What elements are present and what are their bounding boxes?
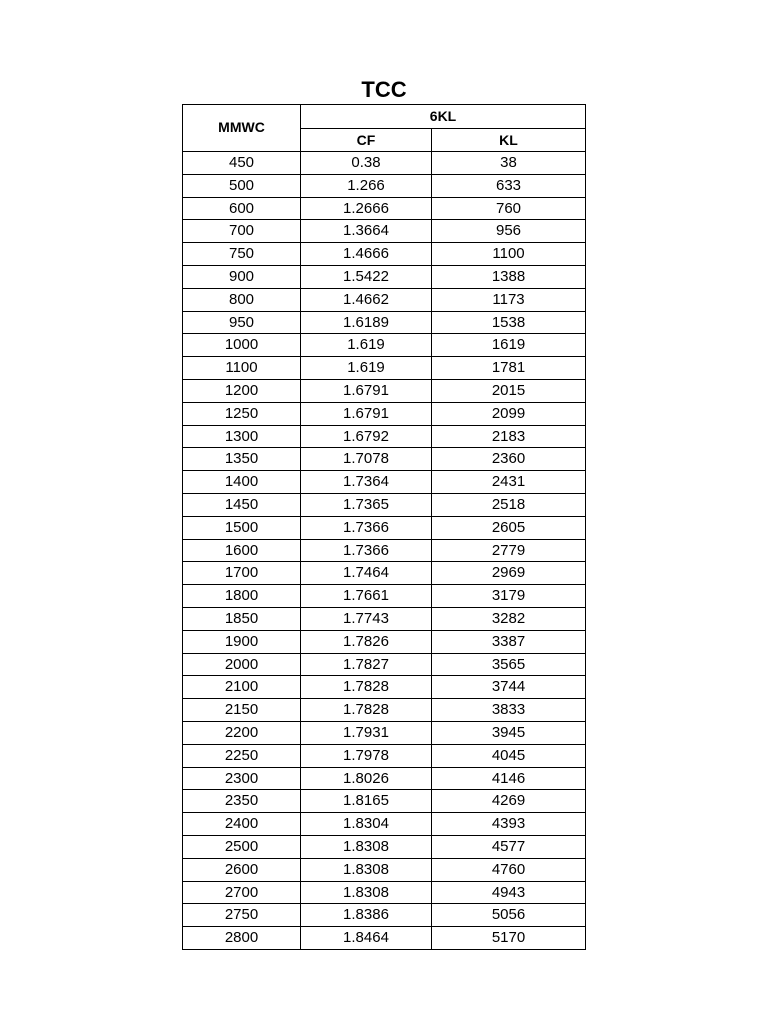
cell-mmwc: 1350 — [183, 448, 301, 471]
cell-cf: 1.5422 — [301, 265, 432, 288]
table-row — [183, 562, 586, 585]
cell-mmwc: 1300 — [183, 425, 301, 448]
cell-mmwc: 2400 — [183, 813, 301, 836]
cell-cf: 1.8308 — [301, 858, 432, 881]
cell-mmwc: 1700 — [183, 562, 301, 585]
cell-mmwc: 2300 — [183, 767, 301, 790]
cell-cf: 1.6791 — [301, 402, 432, 425]
cell-cf: 0.38 — [301, 152, 432, 175]
cell-kl: 2099 — [432, 402, 586, 425]
cell-cf: 1.4666 — [301, 243, 432, 266]
cell-kl: 1538 — [432, 311, 586, 334]
table-row — [183, 220, 586, 243]
table-row — [183, 516, 586, 539]
cell-cf: 1.6792 — [301, 425, 432, 448]
table-row — [183, 539, 586, 562]
cell-kl: 2431 — [432, 471, 586, 494]
cell-kl: 2360 — [432, 448, 586, 471]
table-header — [183, 105, 586, 152]
table-row — [183, 448, 586, 471]
cell-kl: 4146 — [432, 767, 586, 790]
cell-kl: 633 — [432, 174, 586, 197]
table-row — [183, 767, 586, 790]
column-header-cf: CF — [301, 128, 432, 152]
header-row-group — [183, 105, 586, 129]
cell-mmwc: 1200 — [183, 379, 301, 402]
cell-cf: 1.7366 — [301, 539, 432, 562]
cell-mmwc: 600 — [183, 197, 301, 220]
cell-cf: 1.7365 — [301, 493, 432, 516]
cell-cf: 1.4662 — [301, 288, 432, 311]
cell-cf: 1.7827 — [301, 653, 432, 676]
table-row — [183, 607, 586, 630]
cell-cf: 1.7826 — [301, 630, 432, 653]
table-body — [183, 152, 586, 950]
cell-kl: 2779 — [432, 539, 586, 562]
cell-kl: 5056 — [432, 904, 586, 927]
table-row — [183, 630, 586, 653]
cell-mmwc: 1500 — [183, 516, 301, 539]
cell-cf: 1.8026 — [301, 767, 432, 790]
cell-kl: 3282 — [432, 607, 586, 630]
cell-mmwc: 500 — [183, 174, 301, 197]
table-row — [183, 653, 586, 676]
cell-cf: 1.7743 — [301, 607, 432, 630]
table-row — [183, 402, 586, 425]
cell-cf: 1.8308 — [301, 881, 432, 904]
table-row — [183, 835, 586, 858]
cell-kl: 2183 — [432, 425, 586, 448]
table-row — [183, 881, 586, 904]
column-header-mmwc: MMWC — [183, 105, 301, 152]
cell-kl: 3744 — [432, 676, 586, 699]
table-row — [183, 676, 586, 699]
cell-mmwc: 2350 — [183, 790, 301, 813]
cell-mmwc: 1850 — [183, 607, 301, 630]
table-row — [183, 174, 586, 197]
cell-cf: 1.7828 — [301, 699, 432, 722]
cell-mmwc: 1900 — [183, 630, 301, 653]
cell-mmwc: 2500 — [183, 835, 301, 858]
cell-mmwc: 1600 — [183, 539, 301, 562]
cell-kl: 38 — [432, 152, 586, 175]
cell-kl: 1173 — [432, 288, 586, 311]
cell-mmwc: 700 — [183, 220, 301, 243]
table-row — [183, 425, 586, 448]
cell-cf: 1.7661 — [301, 585, 432, 608]
table-row — [183, 265, 586, 288]
table-row — [183, 904, 586, 927]
table-row — [183, 311, 586, 334]
cell-mmwc: 2750 — [183, 904, 301, 927]
cell-mmwc: 900 — [183, 265, 301, 288]
cell-mmwc: 1450 — [183, 493, 301, 516]
cell-cf: 1.6189 — [301, 311, 432, 334]
cell-kl: 4943 — [432, 881, 586, 904]
cell-kl: 956 — [432, 220, 586, 243]
cell-kl: 1619 — [432, 334, 586, 357]
cell-kl: 760 — [432, 197, 586, 220]
cell-cf: 1.7931 — [301, 721, 432, 744]
cell-kl: 3565 — [432, 653, 586, 676]
cell-mmwc: 750 — [183, 243, 301, 266]
cell-cf: 1.8386 — [301, 904, 432, 927]
cell-mmwc: 2200 — [183, 721, 301, 744]
table-row — [183, 197, 586, 220]
cell-kl: 1781 — [432, 357, 586, 380]
table-row — [183, 243, 586, 266]
cell-cf: 1.8464 — [301, 927, 432, 950]
page-title: TCC — [361, 77, 407, 102]
column-header-kl: KL — [432, 128, 586, 152]
cell-kl: 1388 — [432, 265, 586, 288]
table-row — [183, 721, 586, 744]
cell-mmwc: 2250 — [183, 744, 301, 767]
table-row — [183, 357, 586, 380]
cell-cf: 1.7364 — [301, 471, 432, 494]
cell-cf: 1.7464 — [301, 562, 432, 585]
cell-cf: 1.2666 — [301, 197, 432, 220]
cell-kl: 2015 — [432, 379, 586, 402]
cell-cf: 1.266 — [301, 174, 432, 197]
cell-mmwc: 1800 — [183, 585, 301, 608]
table-row — [183, 334, 586, 357]
cell-mmwc: 450 — [183, 152, 301, 175]
table-row — [183, 699, 586, 722]
cell-mmwc: 800 — [183, 288, 301, 311]
table-row — [183, 379, 586, 402]
cell-kl: 1100 — [432, 243, 586, 266]
cell-kl: 4045 — [432, 744, 586, 767]
cell-kl: 3945 — [432, 721, 586, 744]
cell-mmwc: 1100 — [183, 357, 301, 380]
cell-cf: 1.8308 — [301, 835, 432, 858]
cell-kl: 4393 — [432, 813, 586, 836]
cell-kl: 2969 — [432, 562, 586, 585]
cell-mmwc: 2150 — [183, 699, 301, 722]
cell-mmwc: 2600 — [183, 858, 301, 881]
cell-cf: 1.619 — [301, 334, 432, 357]
cell-mmwc: 950 — [183, 311, 301, 334]
cell-cf: 1.6791 — [301, 379, 432, 402]
cell-cf: 1.8304 — [301, 813, 432, 836]
cell-kl: 3179 — [432, 585, 586, 608]
cell-cf: 1.7978 — [301, 744, 432, 767]
table-row — [183, 927, 586, 950]
cell-mmwc: 1250 — [183, 402, 301, 425]
column-group-header-6kl: 6KL — [301, 105, 586, 129]
tcc-table — [182, 104, 586, 950]
table-row — [183, 288, 586, 311]
table-row — [183, 744, 586, 767]
cell-kl: 3387 — [432, 630, 586, 653]
cell-mmwc: 1400 — [183, 471, 301, 494]
cell-mmwc: 2700 — [183, 881, 301, 904]
table-row — [183, 493, 586, 516]
cell-cf: 1.3664 — [301, 220, 432, 243]
cell-mmwc: 2000 — [183, 653, 301, 676]
table-row — [183, 858, 586, 881]
table-row — [183, 471, 586, 494]
cell-kl: 2605 — [432, 516, 586, 539]
cell-cf: 1.8165 — [301, 790, 432, 813]
cell-mmwc: 2800 — [183, 927, 301, 950]
cell-kl: 3833 — [432, 699, 586, 722]
table-row — [183, 790, 586, 813]
cell-cf: 1.7078 — [301, 448, 432, 471]
table-row — [183, 152, 586, 175]
cell-cf: 1.7366 — [301, 516, 432, 539]
cell-kl: 2518 — [432, 493, 586, 516]
cell-kl: 4760 — [432, 858, 586, 881]
cell-kl: 5170 — [432, 927, 586, 950]
cell-mmwc: 2100 — [183, 676, 301, 699]
table-row — [183, 585, 586, 608]
cell-cf: 1.7828 — [301, 676, 432, 699]
cell-kl: 4269 — [432, 790, 586, 813]
cell-cf: 1.619 — [301, 357, 432, 380]
cell-mmwc: 1000 — [183, 334, 301, 357]
cell-kl: 4577 — [432, 835, 586, 858]
table-row — [183, 813, 586, 836]
